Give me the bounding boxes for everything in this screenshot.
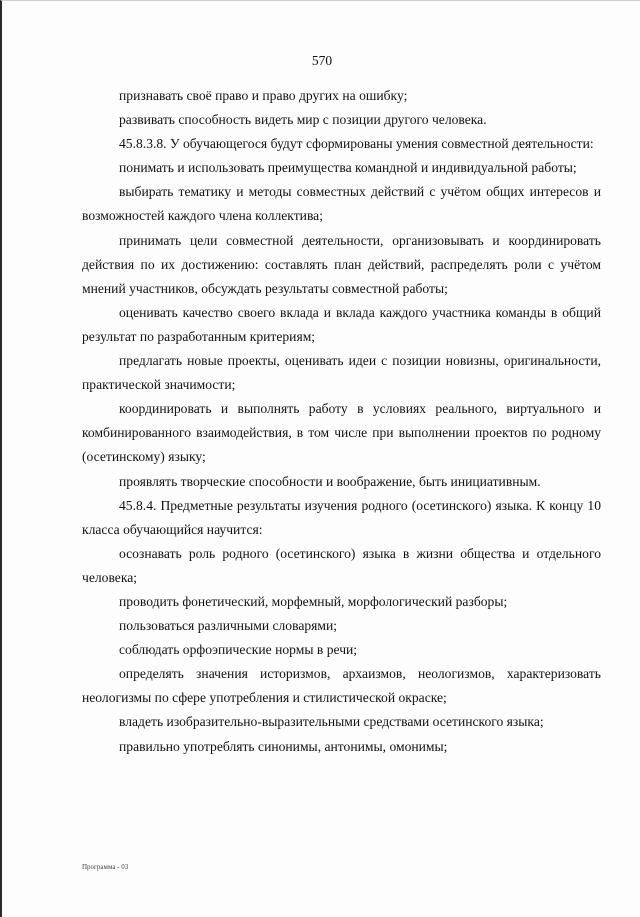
paragraph: осознавать роль родного (осетинского) языка в жизни общества и отдельного человека;: [82, 545, 601, 585]
page-number: 570: [311, 53, 333, 68]
paragraph: соблюдать орфоэпические нормы в речи;: [119, 642, 358, 658]
paragraph: пользоваться различными словарями;: [119, 618, 338, 634]
paragraph: 45.8.4. Предметные результаты изучения родного (осетинского) языка. К концу 10 класса обучающийся научится:: [82, 497, 601, 537]
paragraph: принимать цели совместной деятельности, организовывать и координировать действия по их достижению: составлять план действий, распределять роли с учётом мнений участников, обсуждать результаты совместной работы;: [82, 232, 601, 296]
paragraph: проводить фонетический, морфемный, морфологический разборы;: [119, 593, 508, 609]
paragraph: правильно употреблять синонимы, антонимы, омонимы;: [119, 738, 448, 754]
paragraph: владеть изобразительно-выразительными средствами осетинского языка;: [119, 714, 544, 730]
paragraph: выбирать тематику и методы совместных действий с учётом общих интересов и возможностей каждого члена коллектива;: [82, 184, 601, 224]
paragraph: проявлять творческие способности и воображение, быть инициативным.: [119, 473, 541, 489]
document-body: [82, 84, 601, 759]
paragraph: оценивать качество своего вклада и вклада каждого участника команды в общий результат по разработанным критериям;: [82, 304, 601, 344]
footer-label: Программа - 03: [82, 863, 129, 871]
paragraph: координировать и выполнять работу в условиях реального, виртуального и комбинированного взаимодействия, в том числе при выполнении проектов по родному (осетинскому) языку;: [82, 401, 601, 465]
paragraph: понимать и использовать преимущества командной и индивидуальной работы;: [119, 160, 577, 176]
paragraph: 45.8.3.8. У обучающегося будут сформированы умения совместной деятельности:: [119, 136, 594, 152]
paragraph: предлагать новые проекты, оценивать идеи с позиции новизны, оригинальности, практической значимости;: [82, 353, 601, 393]
paragraph: развивать способность видеть мир с позиции другого человека.: [119, 112, 487, 128]
paragraph: признавать своё право и право других на ошибку;: [119, 88, 408, 103]
paragraph: определять значения историзмов, архаизмов, неологизмов, характеризовать неологизмы по сфере употребления и стилистической окраске;: [82, 666, 601, 706]
